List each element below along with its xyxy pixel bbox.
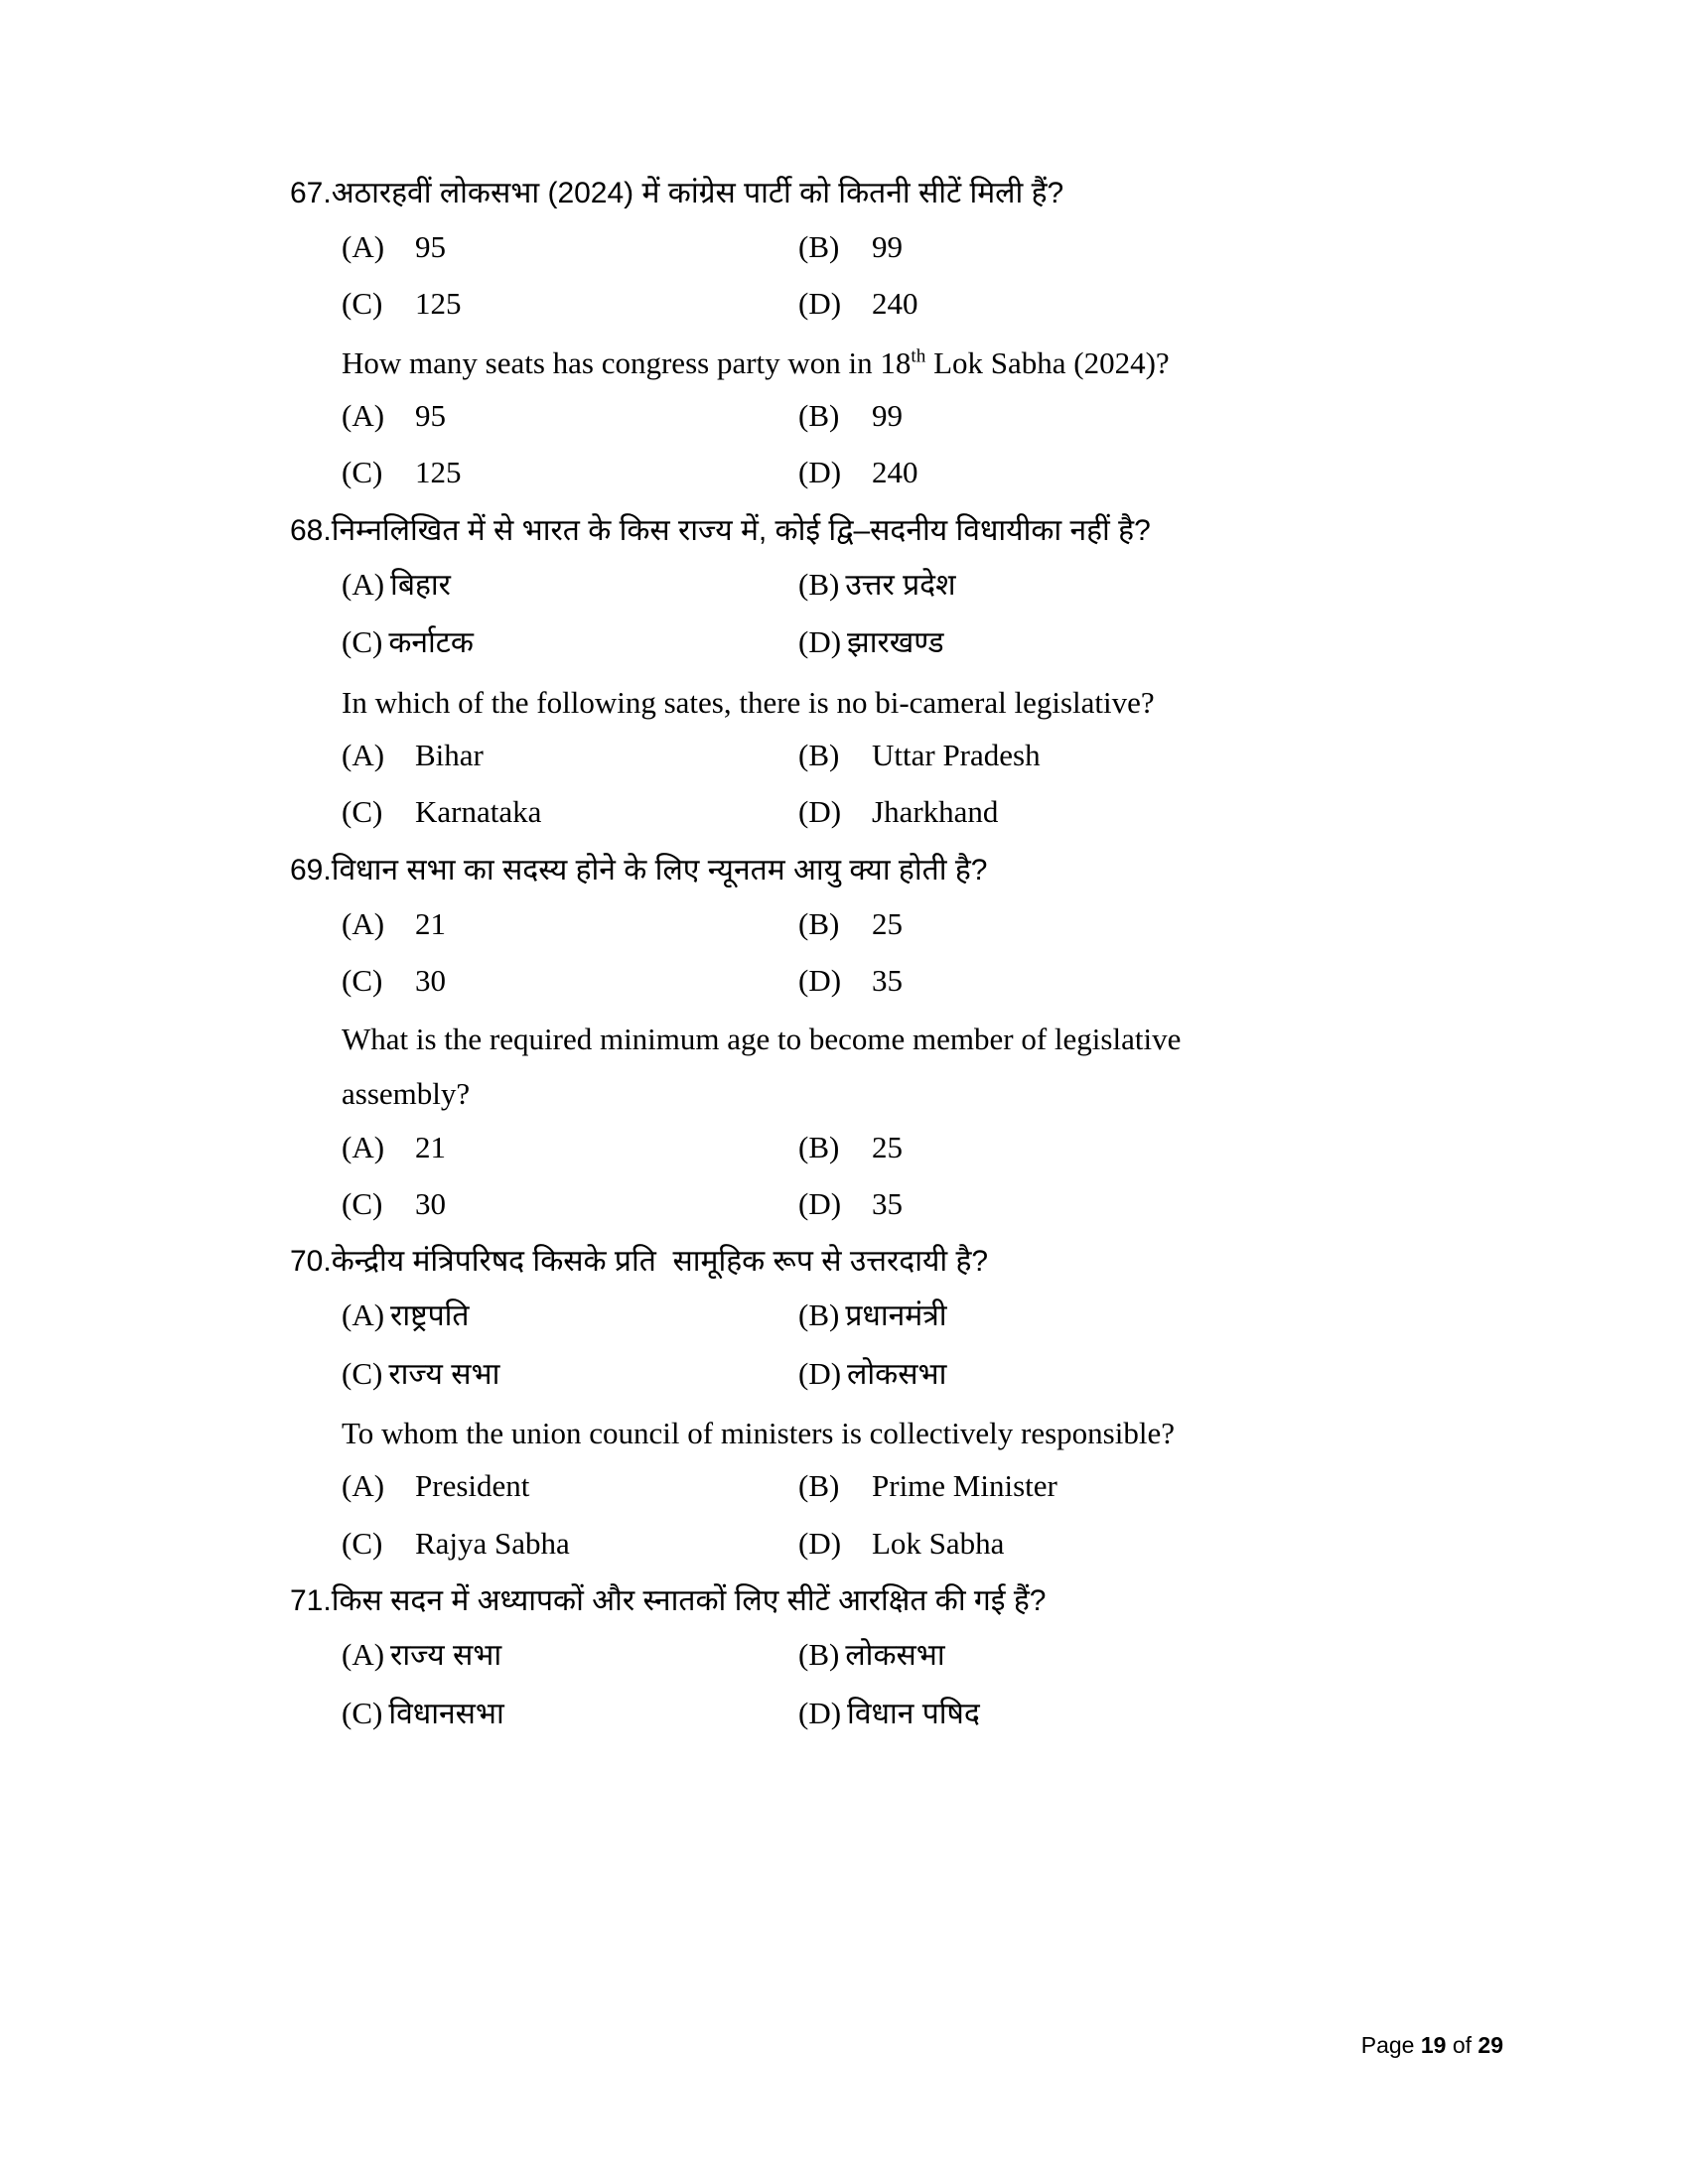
- option-row: [342, 790, 1412, 833]
- option-label: (C): [342, 455, 383, 490]
- options-hindi-69: [342, 902, 1412, 1003]
- option-label: (C): [342, 1185, 383, 1221]
- options-hindi-71: [342, 1633, 1412, 1735]
- option-70-en-a[interactable]: [342, 1464, 798, 1507]
- option-value: 99: [872, 229, 903, 264]
- option-row: [342, 451, 1412, 493]
- question-text-hindi-70: केन्द्रीय मंत्रिपरिषद किसके प्रति सामूहिक रूप से उत्तरदायी है?: [331, 1245, 989, 1279]
- ordinal-suffix: th: [911, 345, 926, 367]
- option-value: बिहार: [390, 568, 451, 602]
- option-value: 240: [872, 455, 918, 490]
- option-label: (B): [798, 905, 840, 941]
- question-number-70: 70.: [290, 1245, 332, 1279]
- option-68-en-c[interactable]: [342, 790, 798, 833]
- option-value: राष्ट्रपति: [390, 1299, 470, 1333]
- option-value: राज्य सभा: [390, 1639, 502, 1673]
- question-text-hindi-71: किस सदन में अध्यापकों और स्नातकों लिए सीटें आरक्षित की गई हैं?: [331, 1584, 1047, 1618]
- option-68-en-b[interactable]: [798, 734, 1041, 776]
- options-english-69: [342, 1126, 1412, 1226]
- option-label: (B): [798, 397, 840, 433]
- option-row: [342, 1126, 1412, 1168]
- option-value: Karnataka: [415, 794, 542, 830]
- option-value: लोकसभा: [845, 1639, 945, 1673]
- option-70-hi-b[interactable]: [798, 1294, 947, 1338]
- question-number-69: 69.: [290, 853, 332, 887]
- option-label: (B): [798, 229, 840, 264]
- option-label: (D): [798, 1525, 842, 1561]
- option-row: [342, 1692, 1412, 1736]
- option-70-hi-a[interactable]: [342, 1294, 798, 1338]
- option-value: प्रधानमंत्री: [845, 1299, 947, 1333]
- option-label: (A): [342, 1129, 385, 1164]
- option-row: [342, 1294, 1412, 1338]
- option-71-hi-c[interactable]: [342, 1692, 798, 1736]
- option-value: उत्तर प्रदेश: [845, 568, 956, 602]
- option-label: (B): [798, 1297, 840, 1333]
- option-value: विधान पषिद: [847, 1697, 980, 1730]
- option-67-en-b[interactable]: [798, 394, 903, 437]
- options-hindi-67: [342, 225, 1412, 326]
- option-row: [342, 1522, 1412, 1565]
- option-69-hi-c[interactable]: [342, 959, 798, 1002]
- option-68-hi-c[interactable]: [342, 620, 798, 665]
- option-value: Jharkhand: [872, 794, 999, 830]
- question-number-68: 68.: [290, 513, 332, 547]
- question-stem-70: [290, 1239, 1412, 1284]
- option-68-en-d[interactable]: [798, 790, 998, 833]
- question-english-part1: How many seats has congress party won in 18: [342, 344, 912, 380]
- option-label: (D): [798, 624, 842, 660]
- question-stem-67: [290, 171, 1412, 215]
- option-value: 95: [415, 397, 446, 433]
- option-value: विधानसभा: [388, 1697, 504, 1730]
- option-value: 125: [415, 455, 462, 490]
- option-label: (C): [342, 962, 383, 998]
- options-english-68: [342, 734, 1412, 834]
- option-label: (D): [798, 286, 842, 322]
- option-row: [342, 734, 1412, 776]
- question-stem-71: [290, 1578, 1412, 1623]
- option-label: (C): [342, 286, 383, 322]
- option-67-en-c[interactable]: [342, 451, 798, 493]
- option-value: 21: [415, 1129, 446, 1164]
- options-english-67: [342, 394, 1412, 494]
- option-70-en-b[interactable]: [798, 1464, 1057, 1507]
- question-text-english-70: To whom the union council of ministers is collectively responsible?: [342, 1416, 1175, 1451]
- option-69-en-c[interactable]: [342, 1182, 798, 1225]
- option-label: (D): [798, 1185, 842, 1221]
- option-row: [342, 394, 1412, 437]
- option-value: Rajya Sabha: [415, 1525, 570, 1561]
- option-value: 99: [872, 397, 903, 433]
- question-text-hindi-67: अठारहवीं लोकसभा (2024) में कांग्रेस पार्टी को कितनी सीटें मिली हैं?: [331, 177, 1064, 209]
- option-row: [342, 620, 1412, 665]
- option-71-hi-b[interactable]: [798, 1633, 945, 1678]
- question-text-hindi-68: निम्नलिखित में से भारत के किस राज्य में, कोई द्वि–सदनीय विधायीका नहीं है?: [331, 513, 1151, 547]
- option-70-en-c[interactable]: [342, 1522, 798, 1565]
- option-value: राज्य सभा: [388, 1357, 500, 1391]
- question-stem-69: [290, 848, 1412, 892]
- option-label: (B): [798, 1468, 840, 1504]
- option-69-hi-d[interactable]: [798, 959, 903, 1002]
- option-label: (D): [798, 455, 842, 490]
- question-text-english-69-line2: assembly?: [342, 1076, 471, 1112]
- option-value: 125: [415, 286, 462, 322]
- option-label: (B): [798, 737, 840, 772]
- option-69-en-a[interactable]: [342, 1126, 798, 1168]
- option-row: [342, 225, 1412, 268]
- option-value: 21: [415, 905, 446, 941]
- option-68-hi-d[interactable]: [798, 620, 944, 665]
- option-68-hi-b[interactable]: [798, 563, 956, 608]
- option-row: [342, 1464, 1412, 1507]
- option-70-en-d[interactable]: [798, 1522, 1004, 1565]
- option-71-hi-d[interactable]: [798, 1692, 980, 1736]
- option-value: Lok Sabha: [872, 1525, 1005, 1561]
- option-label: (A): [342, 1468, 385, 1504]
- question-text-english-68: In which of the following sates, there is no bi-cameral legislative?: [342, 684, 1155, 720]
- option-label: (D): [798, 962, 842, 998]
- option-70-hi-c[interactable]: [342, 1352, 798, 1397]
- option-67-hi-a[interactable]: [342, 225, 798, 268]
- option-69-hi-b[interactable]: [798, 902, 903, 945]
- option-value: 35: [872, 962, 903, 998]
- option-value: Bihar: [415, 737, 484, 772]
- option-label: (C): [342, 624, 383, 660]
- question-list: [290, 171, 1412, 1749]
- option-label: (C): [342, 1355, 383, 1391]
- option-69-hi-a[interactable]: [342, 902, 798, 945]
- option-68-en-a[interactable]: [342, 734, 798, 776]
- question-number-67: 67.: [290, 177, 332, 209]
- option-value: 95: [415, 229, 446, 264]
- page-footer: [1361, 2032, 1503, 2059]
- option-label: (C): [342, 794, 383, 830]
- option-label: (A): [342, 1297, 385, 1333]
- question-text-english-69-line1: What is the required minimum age to become member of legislative: [342, 1022, 1182, 1057]
- question-text-english-67: [342, 340, 1335, 386]
- option-label: (C): [342, 1525, 383, 1561]
- option-label: (A): [342, 737, 385, 772]
- option-row: [342, 1182, 1412, 1225]
- option-label: (C): [342, 1695, 383, 1730]
- option-label: (B): [798, 1129, 840, 1164]
- option-value: 240: [872, 286, 918, 322]
- option-label: (D): [798, 794, 842, 830]
- option-value: Prime Minister: [872, 1468, 1057, 1504]
- option-67-en-a[interactable]: [342, 394, 798, 437]
- question-number-71: 71.: [290, 1584, 332, 1618]
- option-value: 25: [872, 1129, 903, 1164]
- option-row: [342, 1633, 1412, 1678]
- option-label: (A): [342, 905, 385, 941]
- option-value: Uttar Pradesh: [872, 737, 1041, 772]
- option-71-hi-a[interactable]: [342, 1633, 798, 1678]
- option-row: [342, 902, 1412, 945]
- footer-page-number: 19: [1420, 2032, 1447, 2058]
- option-label: (A): [342, 1637, 385, 1673]
- option-70-hi-d[interactable]: [798, 1352, 946, 1397]
- option-68-hi-a[interactable]: [342, 563, 798, 608]
- option-value: President: [415, 1468, 530, 1504]
- options-hindi-68: [342, 563, 1412, 665]
- option-value: 30: [415, 962, 446, 998]
- option-69-en-b[interactable]: [798, 1126, 903, 1168]
- option-value: झारखण्ड: [847, 626, 944, 660]
- option-69-en-d[interactable]: [798, 1182, 903, 1225]
- option-67-hi-b[interactable]: [798, 225, 903, 268]
- option-row: [342, 282, 1412, 325]
- option-67-en-d[interactable]: [798, 451, 918, 493]
- option-row: [342, 1352, 1412, 1397]
- question-english-part2: Lok Sabha (2024)?: [925, 344, 1170, 380]
- question-stem-68: [290, 508, 1412, 553]
- options-english-70: [342, 1464, 1412, 1565]
- option-label: (B): [798, 566, 840, 602]
- option-value: 35: [872, 1185, 903, 1221]
- option-row: [342, 563, 1412, 608]
- options-hindi-70: [342, 1294, 1412, 1396]
- footer-middle: of: [1446, 2032, 1478, 2058]
- question-text-hindi-69: विधान सभा का सदस्य होने के लिए न्यूनतम आयु क्या होती है?: [331, 853, 988, 887]
- option-label: (D): [798, 1355, 842, 1391]
- option-value: 25: [872, 905, 903, 941]
- footer-total-pages: 29: [1477, 2032, 1503, 2058]
- option-67-hi-d[interactable]: [798, 282, 918, 325]
- option-label: (A): [342, 397, 385, 433]
- option-label: (A): [342, 566, 385, 602]
- footer-prefix: Page: [1360, 2032, 1421, 2058]
- option-row: [342, 959, 1412, 1002]
- option-label: (D): [798, 1695, 842, 1730]
- option-label: (B): [798, 1637, 840, 1673]
- option-label: (A): [342, 229, 385, 264]
- option-value: कर्नाटक: [388, 626, 474, 660]
- option-value: लोकसभा: [847, 1357, 947, 1391]
- option-value: 30: [415, 1185, 446, 1221]
- option-67-hi-c[interactable]: [342, 282, 798, 325]
